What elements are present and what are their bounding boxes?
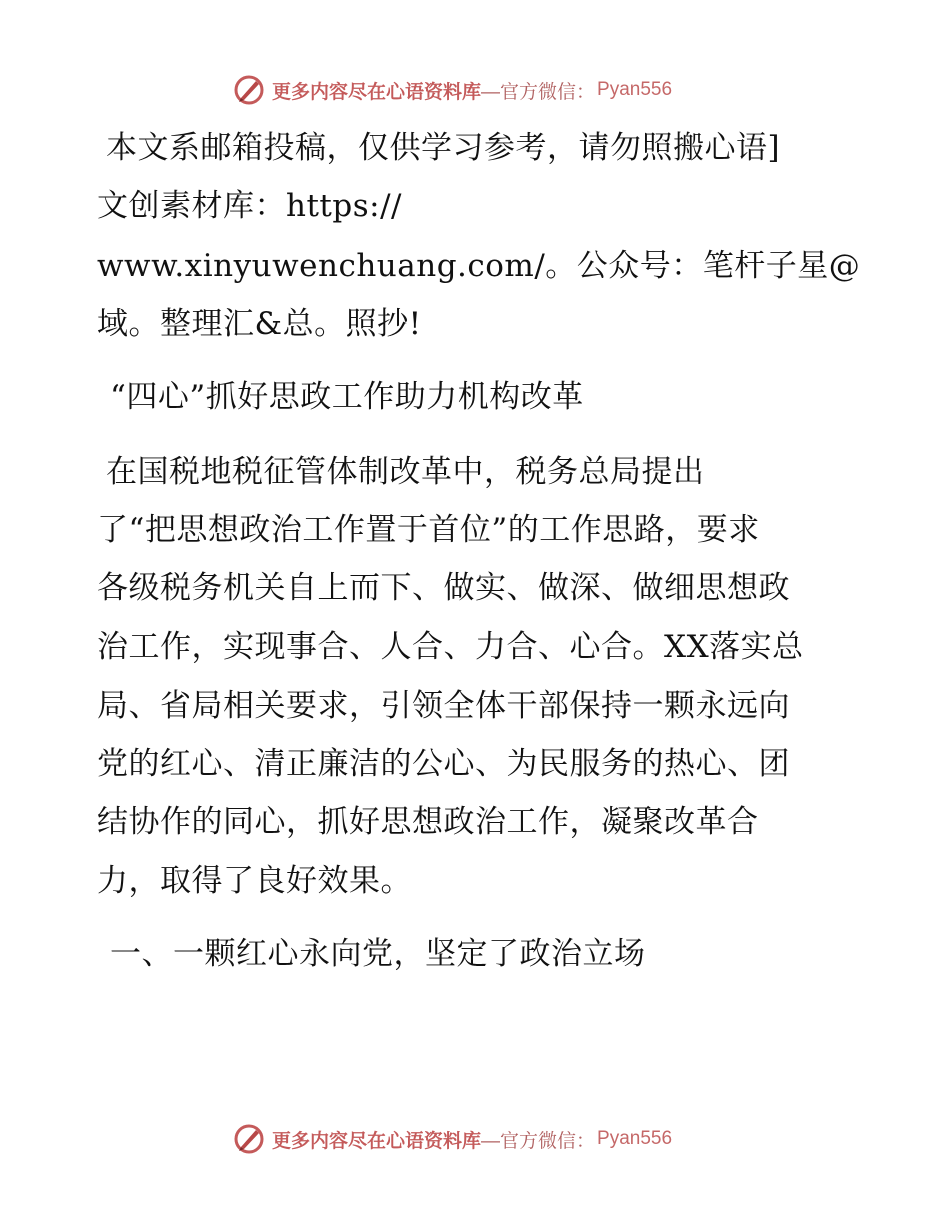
paragraph-line-1: 在国税地税征管体制改革中，税务总局提出 [106,454,705,490]
watermark-wechat-id: Pyan556 [597,1128,673,1149]
watermark-site-name: 更多内容尽在心语资料库 [272,80,482,103]
intro-line-3: www.xinyuwenchuang.com/。公众号：笔杆子星@ [97,248,861,284]
intro-line-1: 本文系邮箱投稿，仅供学习参考，请勿照搬心语] [106,130,781,166]
pen-circle-logo-icon [232,1122,266,1156]
watermark-site-name: 更多内容尽在心语资料库 [272,1129,482,1152]
section-heading: 一、一颗红心永向党，坚定了政治立场 [110,936,646,972]
paragraph-line-2: 了“把思想政治工作置于首位”的工作思路，要求 [97,512,760,548]
watermark-wechat-id: Pyan556 [597,79,673,100]
footer-watermark [232,1121,672,1157]
paragraph-line-6: 党的红心、清正廉洁的公心、为民服务的热心、团 [97,746,790,782]
paragraph-line-5: 局、省局相关要求，引领全体干部保持一颗永远向 [97,688,790,724]
watermark-official-label: —官方微信： [481,81,596,103]
paragraph-line-4: 治工作，实现事合、人合、力合、心合。XX落实总 [97,629,804,665]
paragraph-line-3: 各级税务机关自上而下、做实、做深、做细思想政 [97,570,790,606]
paragraph-line-8: 力，取得了良好效果。 [97,863,412,899]
watermark-official-label: —官方微信： [481,1130,596,1152]
pen-circle-logo-icon [232,73,266,107]
article-title: “四心”抓好思政工作助力机构改革 [110,379,584,415]
intro-line-2: 文创素材库：https:// [97,188,402,224]
header-watermark [232,72,672,108]
intro-line-4: 域。整理汇&总。照抄! [97,306,422,342]
paragraph-line-7: 结协作的同心，抓好思想政治工作，凝聚改革合 [97,804,759,840]
